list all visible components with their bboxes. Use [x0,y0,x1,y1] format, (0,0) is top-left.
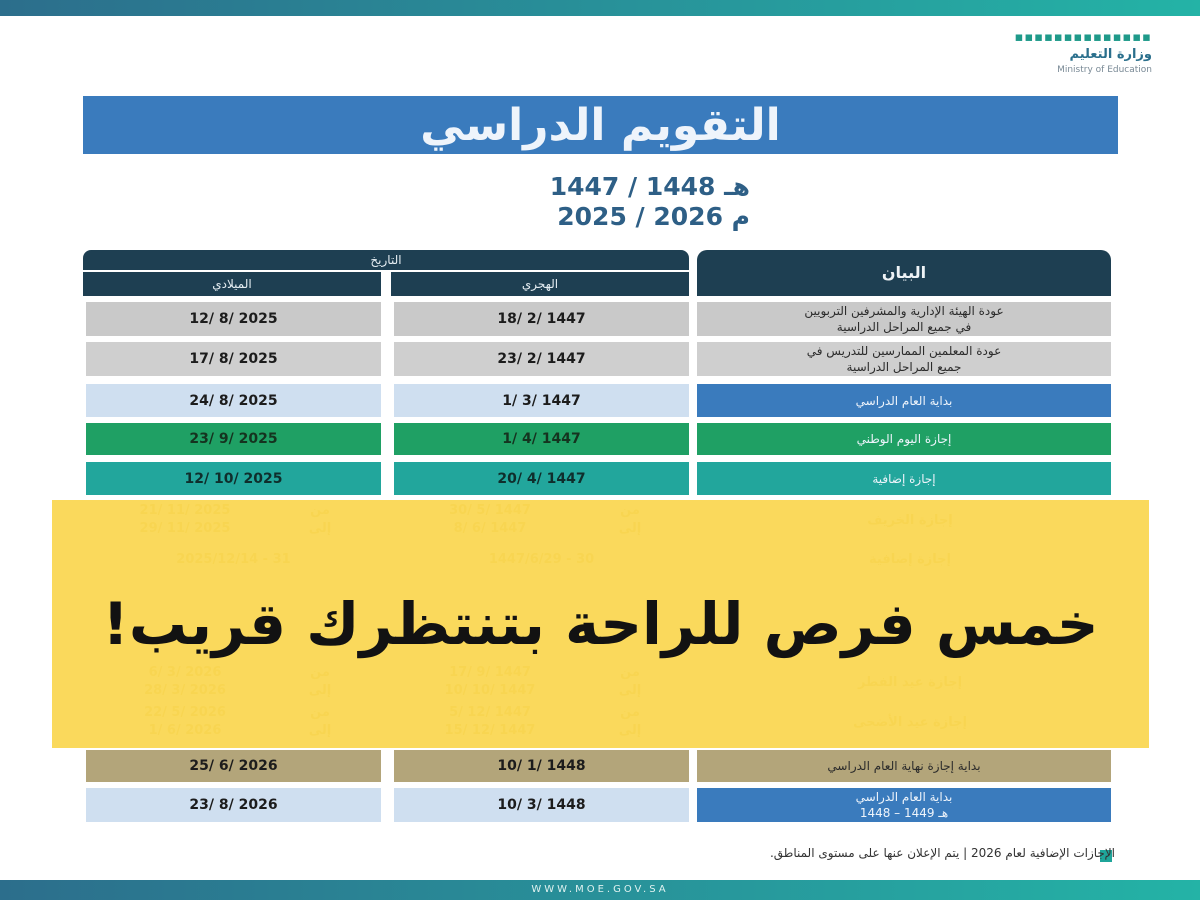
hijri-date-cell: 1/ 3/ 1447 [394,384,689,417]
hijri-date-cell: 10/ 3/ 1448 [394,788,689,822]
hijri-date-cell: 20/ 4/ 1447 [394,462,689,495]
hijri-date-cell: 10/ 1/ 1448 [394,750,689,782]
description-column-header: البيان [697,250,1111,296]
gregorian-column-header: الميلادي [83,272,381,296]
ministry-logo [1002,30,1152,88]
logo-dots-icon: ▪▪▪▪▪▪▪▪▪▪▪▪▪▪ [1014,30,1152,45]
gregorian-date-cell: 24/ 8/ 2025 [86,384,381,417]
description-line-1: إجازة إضافية [872,471,936,486]
headline-overlay [52,500,1149,748]
description-line-1: بداية العام الدراسي [855,790,953,804]
hijri-date-cell: 18/ 2/ 1447 [394,302,689,336]
description-cell [697,302,1111,336]
description-cell [697,462,1111,495]
hijri-column-header: الهجري [391,272,689,296]
gregorian-years: 2025 / 2026 م [557,202,750,231]
description-cell [697,423,1111,455]
date-column-header: التاريخ [83,250,689,270]
description-cell [697,342,1111,376]
description-cell [697,750,1111,782]
gregorian-date-cell: 25/ 6/ 2026 [86,750,381,782]
description-line-1: بداية إجازة نهاية العام الدراسي [827,759,981,773]
description-line-1: إجازة اليوم الوطني [856,432,952,446]
description-line-1: عودة الهيئة الإدارية والمشرفين التربويين [804,304,1004,318]
page-title: التقويم الدراسي [83,96,1118,154]
description-cell [697,788,1111,822]
description-line-2: 1448 – 1449 هـ [859,806,949,820]
description-line-2: في جميع المراحل الدراسية [836,320,972,334]
top-accent-bar [0,0,1200,16]
description-line-1: بداية العام الدراسي [855,393,953,408]
hijri-date-cell: 23/ 2/ 1447 [394,342,689,376]
gregorian-date-cell: 23/ 9/ 2025 [86,423,381,455]
gregorian-date-cell: 17/ 8/ 2025 [86,342,381,376]
overlay-headline: خمس فرص للراحة بتنتظرك قريب! [102,590,1099,658]
website-url[interactable]: WWW.MOE.GOV.SA [531,884,669,895]
gregorian-date-cell: 23/ 8/ 2026 [86,788,381,822]
footer-note: الإجازات الإضافية لعام 2026 | يتم الإعلان عنها على مستوى المناطق. [769,846,1115,860]
academic-years [400,172,750,232]
hijri-years: 1447 / 1448 هـ [549,172,750,201]
ministry-name-en: Ministry of Education [1057,65,1152,75]
description-cell [697,384,1111,417]
ministry-name-ar: وزارة التعليم [1069,47,1152,62]
description-line-1: عودة المعلمين الممارسين للتدريس في [806,344,1002,358]
description-line-2: جميع المراحل الدراسية [846,360,962,374]
gregorian-date-cell: 12/ 8/ 2025 [86,302,381,336]
gregorian-date-cell: 12/ 10/ 2025 [86,462,381,495]
hijri-date-cell: 1/ 4/ 1447 [394,423,689,455]
